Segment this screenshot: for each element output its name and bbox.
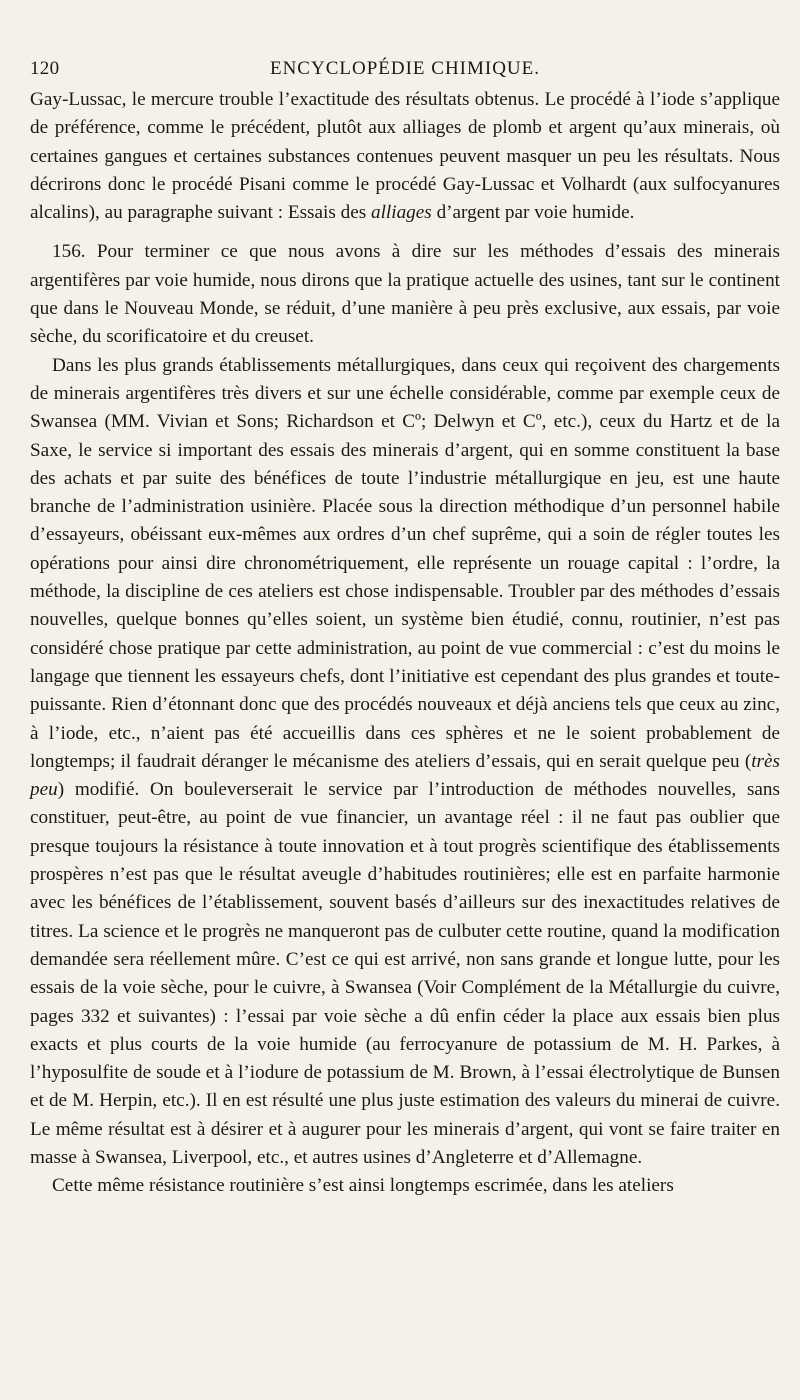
- paragraph-establishments: [30, 352, 780, 1173]
- paragraph-continuation: [30, 86, 780, 227]
- page-header: [30, 52, 780, 86]
- paragraph-156: 156. Pour terminer ce que nous avons à dire sur les méthodes d’essais des minerais argentifères par voie humide, nous dirons que la pratique actuelle des usines, tant sur le continent que dans le Nouveau Monde, se réduit, d’une manière à peu près exclusive, aux essais, par voie sèche, du scorificatoire et du creuset.: [30, 241, 780, 348]
- body-text: [30, 86, 780, 1201]
- italic-term: très peu: [30, 750, 780, 801]
- paragraph-text: Gay-Lussac, le mercure trouble l’exactitude des résultats obtenus. Le procédé à l’iode s’applique de préférence, comme le précédent, plutôt aux alliages de plomb et argent qu’aux minerais, où certaines gangues et certaines substances contenues peuvent masquer un peu les résultats. Nous décrirons donc le procédé Pisani comme le procédé Gay-Lussac et Volhardt (aux sulfocyanures alcalins), au paragraphe suivant : Essais des: [30, 89, 780, 224]
- paragraph-resistance: Cette même résistance routinière s’est ainsi longtemps escrimée, dans les ateliers: [52, 1175, 674, 1197]
- page-number: 120: [30, 58, 60, 79]
- paragraph-text: d’argent par voie humide.: [431, 202, 635, 224]
- italic-term: alliages: [371, 202, 432, 224]
- paragraph-text: Dans les plus grands établissements métallurgiques, dans ceux qui reçoivent des chargements de minerais argentifères très divers et sur une échelle considérable, comme par exemple ceux de Swansea (MM. Vivian et Sons; Richardson et Cº; Delwyn et Cº, etc.), ceux du Hartz et de la Saxe, le service si important des essais des minerais d’argent, qui en somme constituent la base des achats et par suite des bénéfices de toute l’industrie métallurgique en jeu, est une haute branche de l’administration usinière. Placée sous la direction méthodique d’un personnel habile d’essayeurs, obéissant eux-mêmes aux ordres d’un chef suprême, qui a soin de régler toutes les opérations pour ainsi dire chronométriquement, elle représente un rouage capital : l’ordre, la méthode, la discipline de ces ateliers est chose indispensable. Troubler par des méthodes d’essais nouvelles, quelque bonnes qu’elles soient, un système bien étudié, connu, routinier, n’est pas considéré chose pratique par cette administration, au point de vue commercial : c’est du moins le langage que tiennent les essayeurs chefs, dont l’initiative est cependant des plus grandes et toute-puissante. Rien d’étonnant donc que des procédés nouveaux et déjà anciens tels que ceux au zinc, à l’iode, etc., n’aient pas été accueillis dans ces sphères et ne le soient probablement de longtemps; il faudrait déranger le mécanisme des ateliers d’essais, qui en serait quelque peu (: [30, 354, 780, 772]
- running-title: ENCYCLOPÉDIE CHIMIQUE.: [269, 58, 541, 79]
- paragraph-text: ) modifié. On bouleverserait le service par l’introduction de méthodes nouvelles, sans constituer, peut-être, au point de vue financier, un avantage réel : il ne faut pas oublier que presque toujours la résistance à toute innovation et à tout progrès scientifique des établissements prospères n’est pas que le résultat aveugle d’habitudes routinières; elle est en parfaite harmonie avec les bénéfices de l’établissement, souvent basés d’ailleurs sur des inexactitudes relatives de titres. La science et le progrès ne manqueront pas de culbuter cette routine, quand la modification demandée sera réellement mûre. C’est ce qui est arrivé, non sans grande et longue lutte, pour les essais de la voie sèche, pour le cuivre, à Swansea (Voir Complément de la Métallurgie du cuivre, pages 332 et suivantes) : l’essai par voie sèche a dû enfin céder la place aux essais bien plus exacts et plus courts de la voie humide (au ferrocyanure de potassium de M. H. Parkes, à l’hyposulfite de soude et à l’iodure de potassium de M. Brown, à l’essai électrolytique de Bunsen et de M. Herpin, etc.). Il en est résulté une plus juste estimation des valeurs du minerai de cuivre. Le même résultat est à désirer et à augurer pour les minerais d’argent, qui vont se faire traiter en masse à Swansea, Liverpool, etc., et autres usines d’Angleterre et d’Allemagne.: [30, 779, 780, 1168]
